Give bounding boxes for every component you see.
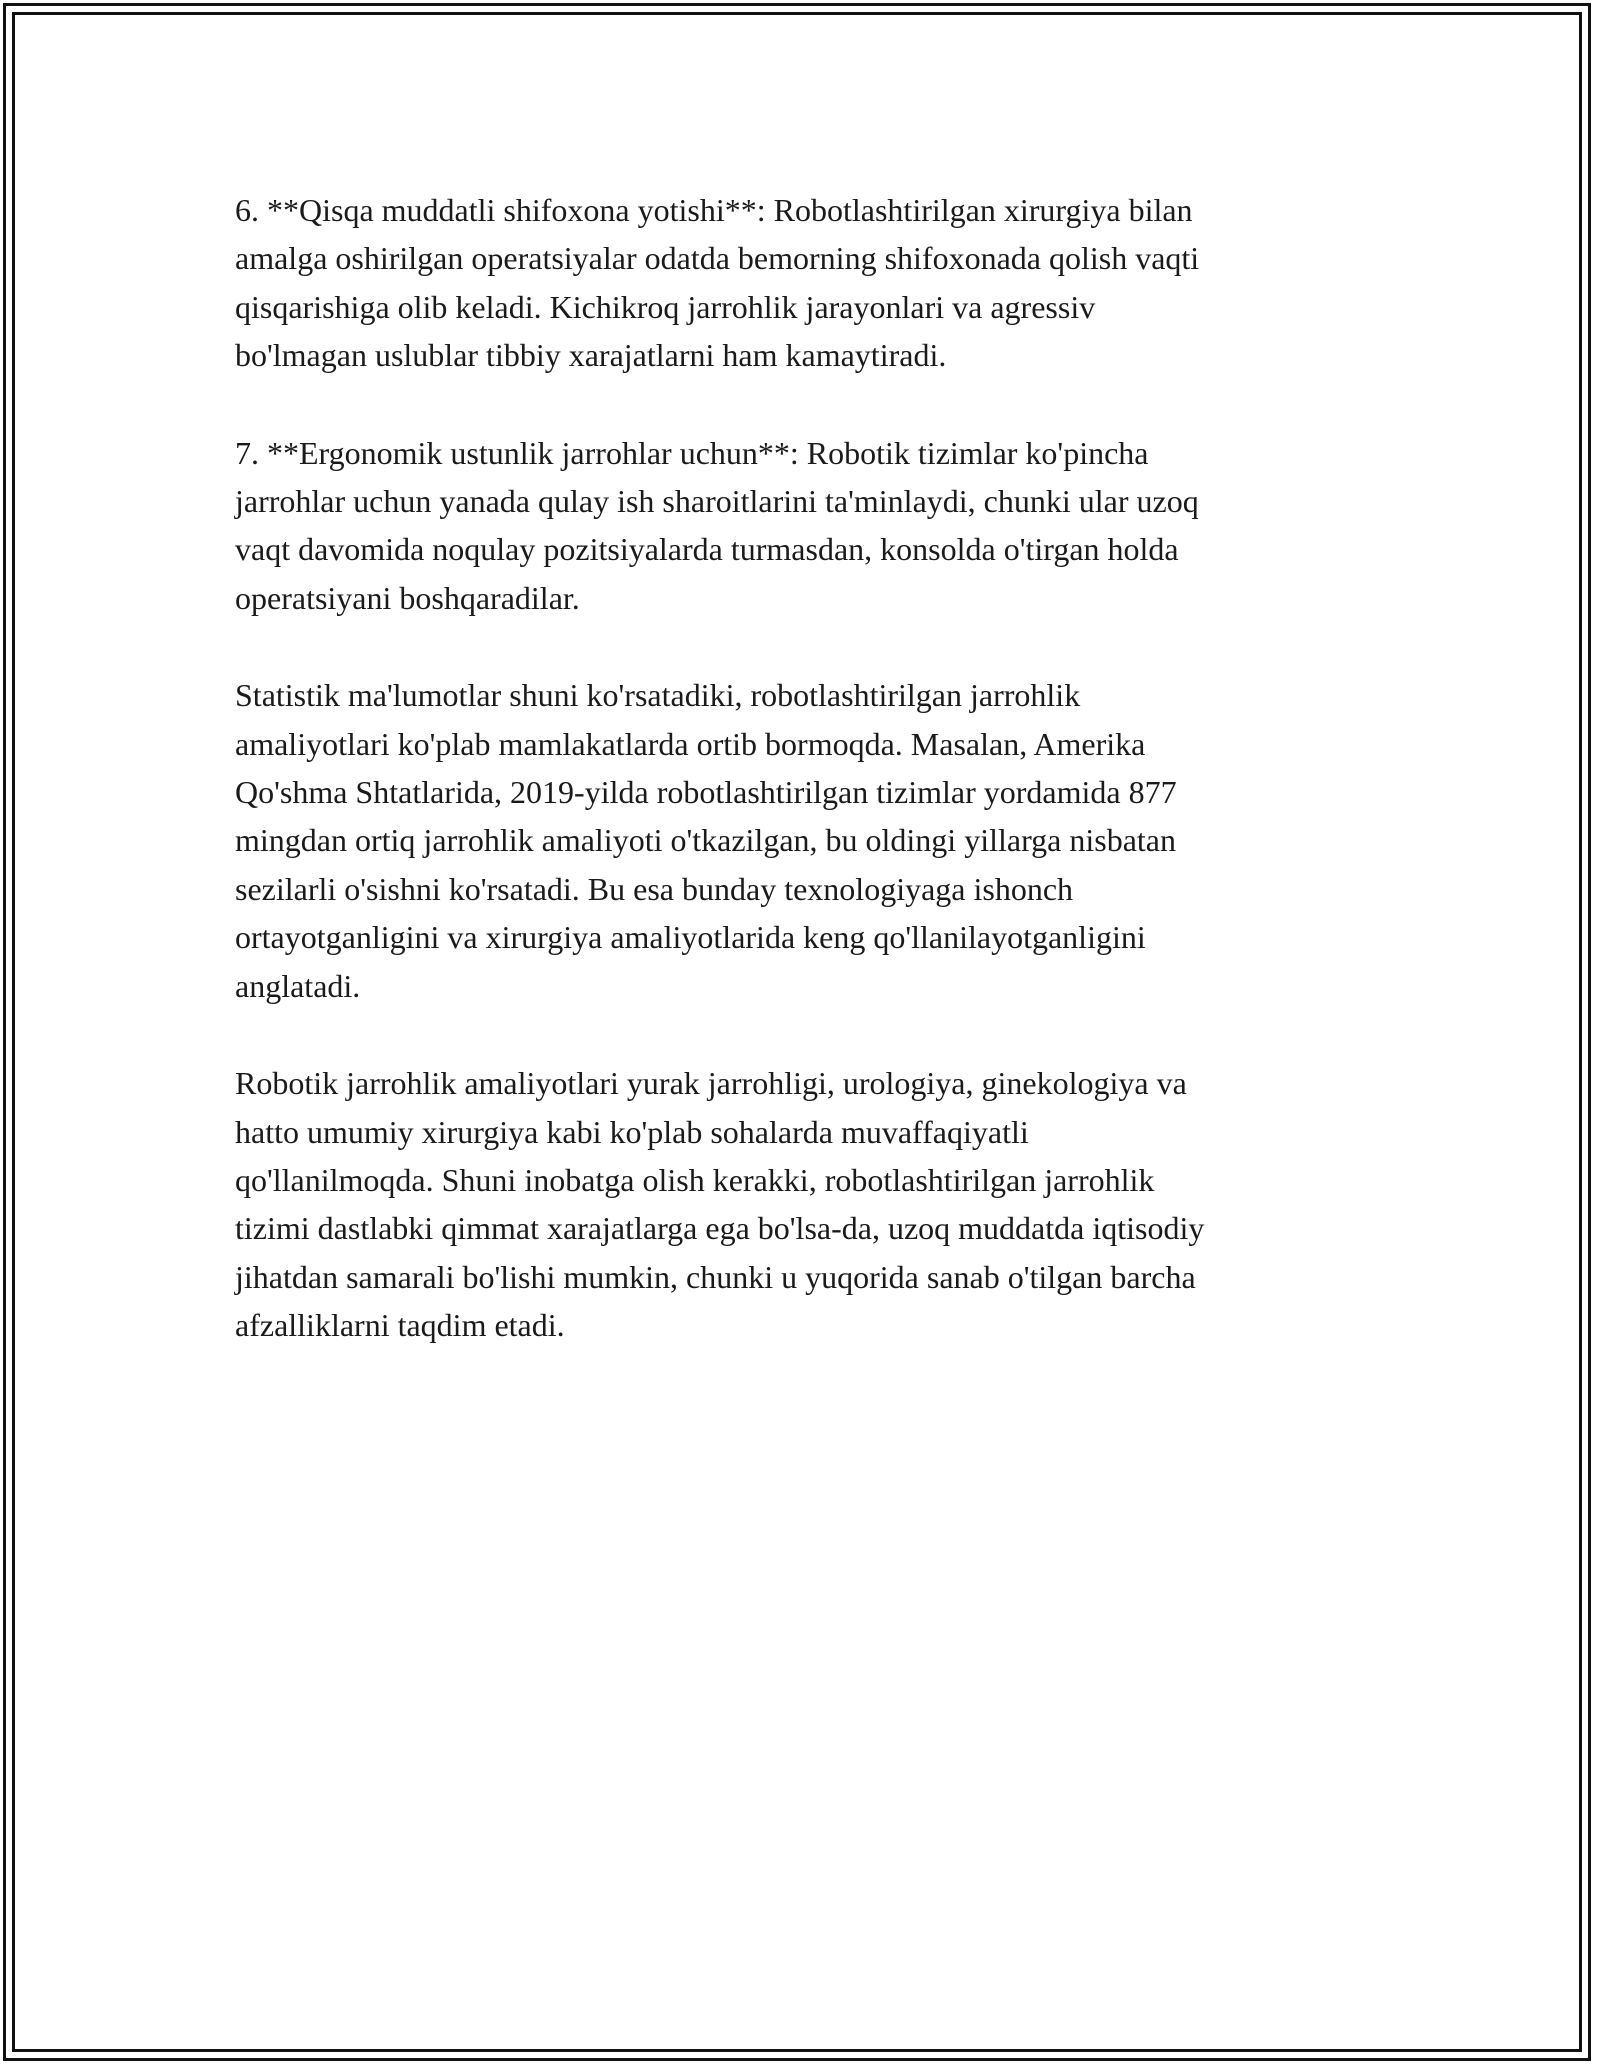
- paragraph-applications: Robotik jarrohlik amaliyotlari yurak jarrohligi, urologiya, ginekologiya va hatto umumiy xirurgiya kabi ko'plab sohalarda muvaffaqiyatli qo'llanilmoqda. Shuni inobatga olish kerakki, robotlashtirilgan jarrohlik tizimi dastlabki qimmat xarajatlarga ega bo'lsa-da, uzoq muddatda iqtisodiy jihatdan samarali bo'lishi mumkin, chunki u yuqorida sanab o'tilgan barcha afzalliklarni taqdim etadi.: [235, 1065, 1205, 1344]
- paragraph-statistics: Statistik ma'lumotlar shuni ko'rsatadiki, robotlashtirilgan jarrohlik amaliyotlari ko'plab mamlakatlarda ortib bormoqda. Masalan, Amerika Qo'shma Shtatlarida, 2019-yilda robotlashtirilgan tizimlar yordamida 877 mingdan ortiq jarrohlik amaliyoti o'tkazilgan, bu oldingi yillarga nisbatan sezilarli o'sishni ko'rsatadi. Bu esa bunday texnologiyaga ishonch ortayotganligini va xirurgiya amaliyotlarida keng qo'llanilayotganligini anglatadi.: [235, 677, 1177, 1004]
- paragraph-ergonomics: 7. **Ergonomik ustunlik jarrohlar uchun**: Robotik tizimlar ko'pincha jarrohlar uchun yanada qulay ish sharoitlarini ta'minlaydi, chunki ular uzoq vaqt davomida noqulay pozitsiyalarda turmasdan, konsolda o'tirgan holda operatsiyani boshqaradilar.: [235, 434, 1199, 616]
- paragraph-hospital-stay: 6. **Qisqa muddatli shifoxona yotishi**: Robotlashtirilgan xirurgiya bilan amalga oshirilgan operatsiyalar odatda bemorning shifoxonada qolish vaqti qisqarishiga olib keladi. Kichikroq jarrohlik jarayonlari va agressiv bo'lmagan uslublar tibbiy xarajatlarni ham kamaytiradi.: [235, 192, 1200, 374]
- document-body: [235, 186, 1365, 1399]
